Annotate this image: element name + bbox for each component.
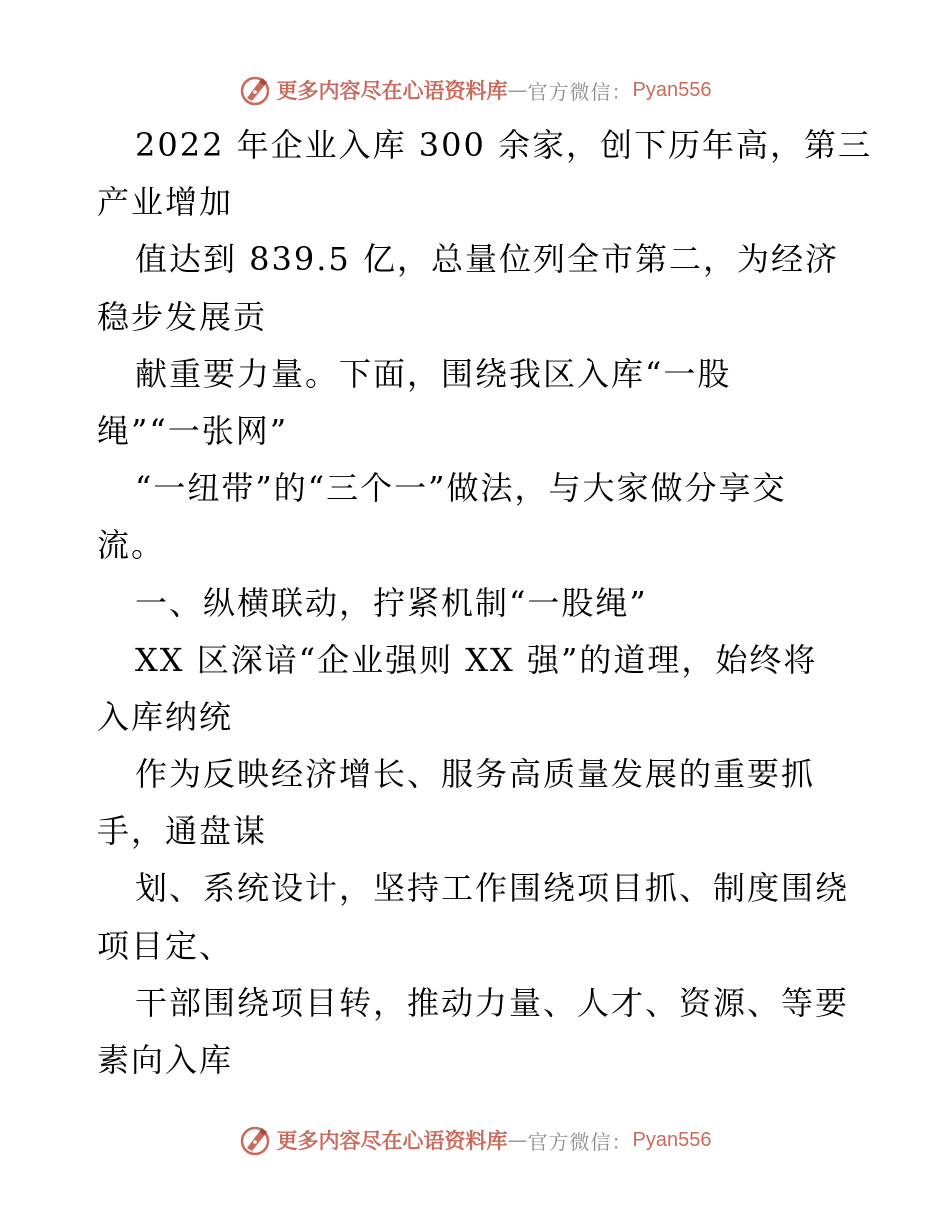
body-line: 绳”“一张网”	[97, 411, 289, 450]
body-line: 手，通盘谋	[97, 812, 268, 851]
header-watermark	[0, 70, 950, 110]
watermark-main-text: 更多内容尽在心语资料库	[276, 1128, 508, 1153]
watermark-main-text: 更多内容尽在心语资料库	[276, 78, 508, 103]
body-line: 产业增加	[97, 183, 234, 222]
watermark-dash: —	[507, 1128, 528, 1152]
body-line: 值达到 839.5 亿，总量位列全市第二，为经济	[135, 240, 839, 279]
body-line: 献重要力量。下面，围绕我区入库“一股	[135, 354, 732, 393]
body-line: 稳步发展贡	[97, 297, 268, 336]
body-line: XX 区深谙“企业强则 XX 强”的道理，始终将	[135, 640, 818, 679]
section-heading: 一、纵横联动，拧紧机制“一股绳”	[135, 583, 648, 622]
pen-nib-logo-icon	[239, 1124, 271, 1156]
pen-nib-logo-icon	[239, 74, 271, 106]
watermark-label: 官方微信：	[527, 1129, 633, 1154]
body-line: 干部围绕项目转，推动力量、人才、资源、等要	[135, 983, 850, 1022]
body-line: 作为反映经济增长、服务高质量发展的重要抓	[135, 755, 816, 794]
body-line: 划、系统设计，坚持工作围绕项目抓、制度围绕	[135, 869, 850, 908]
body-line: 2022 年企业入库 300 余家，创下历年高，第三	[135, 126, 873, 164]
footer-watermark	[0, 1120, 950, 1160]
body-line: 入库纳统	[97, 697, 234, 736]
body-line: 流。	[97, 526, 166, 565]
body-line: 项目定、	[97, 926, 234, 965]
watermark-wechat-id: Pyan556	[632, 1128, 712, 1151]
watermark-dash: —	[507, 78, 528, 102]
body-line: 素向入库	[97, 1041, 234, 1079]
document-body	[97, 117, 873, 1089]
watermark-label: 官方微信：	[527, 79, 633, 104]
watermark-wechat-id: Pyan556	[632, 78, 712, 101]
body-line: “一纽带”的“三个一”做法，与大家做分享交	[135, 469, 787, 508]
